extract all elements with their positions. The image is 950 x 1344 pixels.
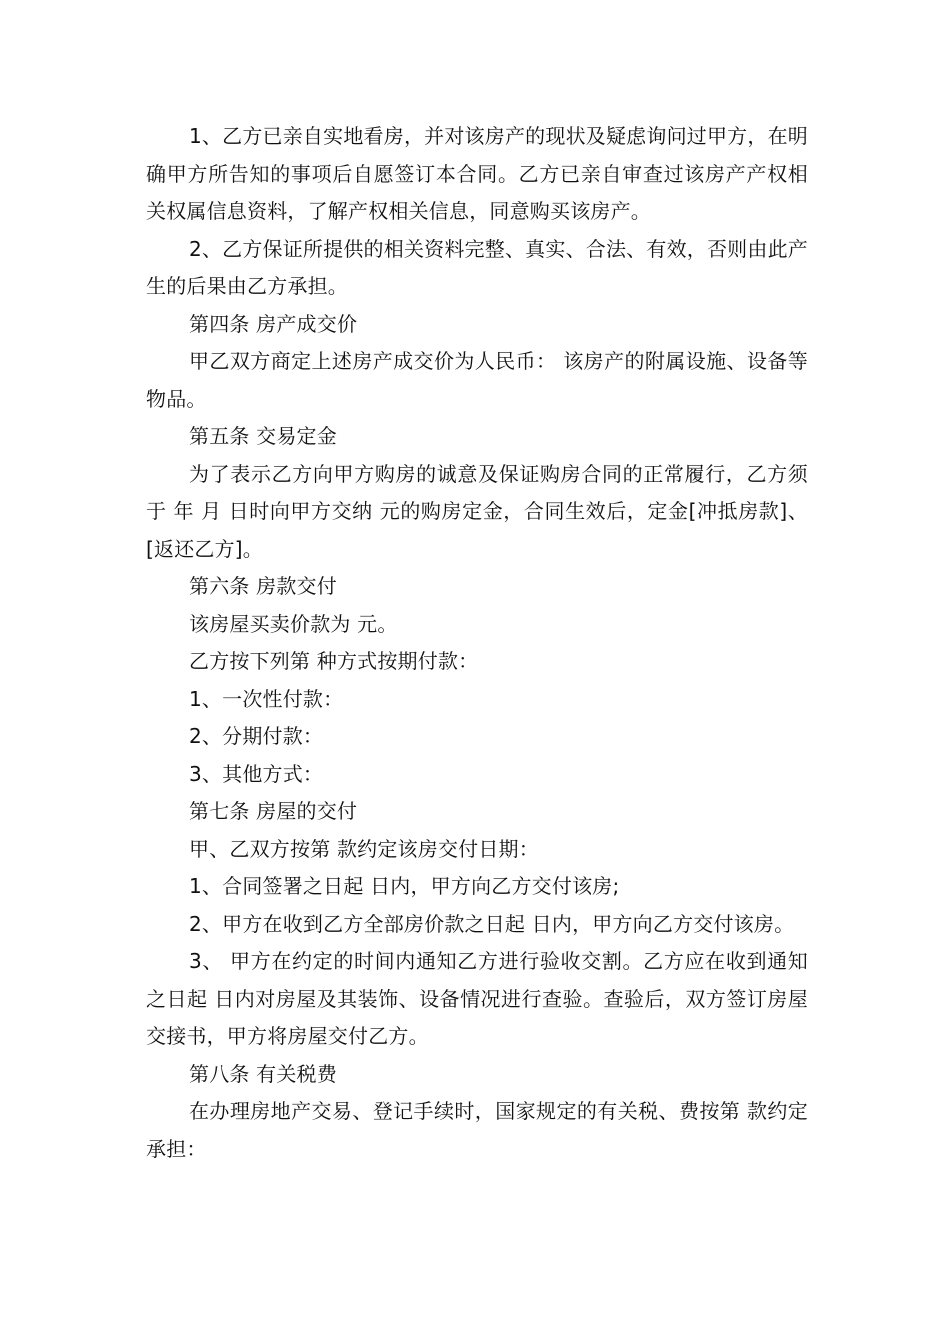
heading-article-7: 第七条 房屋的交付	[189, 799, 358, 823]
list-item-other-method: 3、其他方式：	[189, 761, 324, 786]
paragraph-payment-method: 乙方按下列第 种方式按期付款：	[189, 649, 479, 673]
heading-article-6: 第六条 房款交付	[189, 574, 337, 598]
list-item-delivery-1: 1、合同签署之日起 日内，甲方向乙方交付该房;	[189, 874, 620, 898]
paragraph-deposit: 为了表示乙方向甲方购房的诚意及保证购房合同的正常履行，乙方须于 年 月 日时向甲方交纳 元的购房定金，合同生效后，定金[冲抵房款]、[返还乙方]。	[146, 461, 808, 561]
heading-article-4: 第四条 房产成交价	[189, 311, 358, 336]
heading-article-8: 第八条 有关税费	[189, 1061, 337, 1086]
list-item-delivery-2: 2、甲方在收到乙方全部房价款之日起 日内，甲方向乙方交付该房。	[189, 911, 795, 936]
list-item-installment: 2、分期付款：	[189, 724, 324, 748]
paragraph-taxes: 在办理房地产交易、登记手续时，国家规定的有关税、费按第 款约定承担：	[146, 1099, 808, 1161]
paragraph-buyer-inspection: 1、乙方已亲自实地看房，并对该房产的现状及疑虑询问过甲方，在明确甲方所告知的事项后自愿签订本合同。乙方已亲自审查过该房产产权相关权属信息资料，了解产权相关信息，同意购买该房产。	[146, 124, 808, 223]
paragraph-price: 甲乙双方商定上述房产成交价为人民币： 该房产的附属设施、设备等物品。	[146, 349, 808, 411]
paragraph-delivery-date: 甲、乙双方按第 款约定该房交付日期：	[189, 836, 539, 861]
list-item-lump-sum: 1、一次性付款：	[189, 686, 344, 711]
document-body	[146, 118, 808, 1168]
list-item-delivery-3: 3、 甲方在约定的时间内通知乙方进行验收交割。乙方应在收到通知之日起 日内对房屋及其装饰、设备情况进行查验。查验后，双方签订房屋交接书，甲方将房屋交付乙方。	[146, 949, 808, 1048]
heading-article-5: 第五条 交易定金	[189, 424, 337, 448]
paragraph-buyer-guarantee: 2、乙方保证所提供的相关资料完整、真实、合法、有效，否则由此产生的后果由乙方承担。	[146, 236, 808, 298]
paragraph-total-price: 该房屋买卖价款为 元。	[189, 611, 398, 636]
